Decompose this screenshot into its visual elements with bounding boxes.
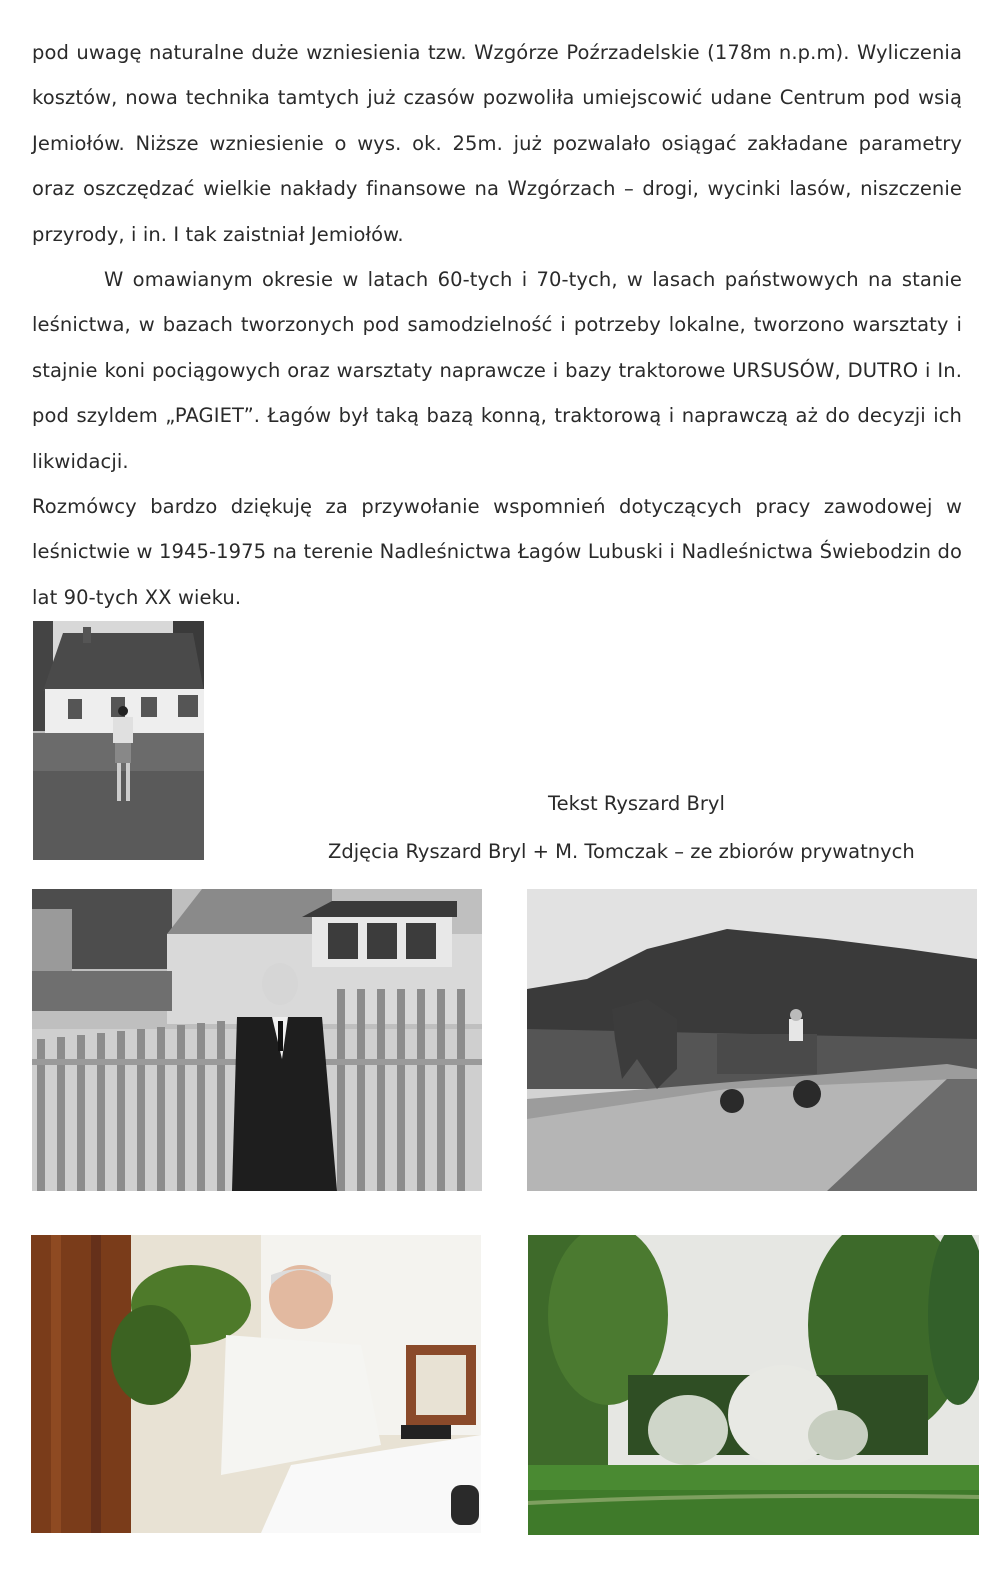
- paragraph-2: W omawianym okresie w latach 60-tych i 70-tych, w lasach państwowych na stanie leśnictwa, w bazach tworzonych pod samodzielność i potrzeby lokalne, tworzono warsztaty i stajnie koni pociągowych oraz warsztaty naprawcze i bazy traktorowe URSUSÓW, DUTRO i In. pod szyldem „PAGIET”. Łagów był taką bazą konną, traktorową i naprawczą aż do decyzji ich likwidacji.: [32, 267, 962, 473]
- photo-meadow-trees: [528, 1235, 979, 1535]
- photo-house-with-man: [33, 621, 204, 860]
- photo-man-by-fence: [32, 889, 482, 1191]
- photo-man-reading: [31, 1235, 481, 1533]
- photo-credit: Zdjęcia Ryszard Bryl + M. Tomczak – ze zbiorów prywatnych: [328, 840, 915, 863]
- paragraph-3: Rozmówcy bardzo dziękuję za przywołanie wspomnień dotyczących pracy zawodowej w leśnictwie w 1945-1975 na terenie Nadleśnictwa Łagów Lubuski i Nadleśnictwa Świebodzin do lat 90-tych XX wieku.: [32, 494, 962, 609]
- photo-horse-cart: [527, 889, 977, 1191]
- paragraph-1: pod uwagę naturalne duże wzniesienia tzw. Wzgórze Poźrzadelskie (178m n.p.m). Wyliczenia kosztów, nowa technika tamtych już czasów pozwoliła umiejscowić udane Centrum pod wsią Jemiołów. Niższe wzniesienie o wys. ok. 25m. już pozwalało osiągać zakładane parametry oraz oszczędzać wielkie nakłady finansowe na Wzgórzach – drogi, wycinki lasów, niszczenie przyrody, i in. I tak zaistniał Jemiołów.: [32, 40, 962, 246]
- text-credit: Tekst Ryszard Bryl: [548, 792, 725, 815]
